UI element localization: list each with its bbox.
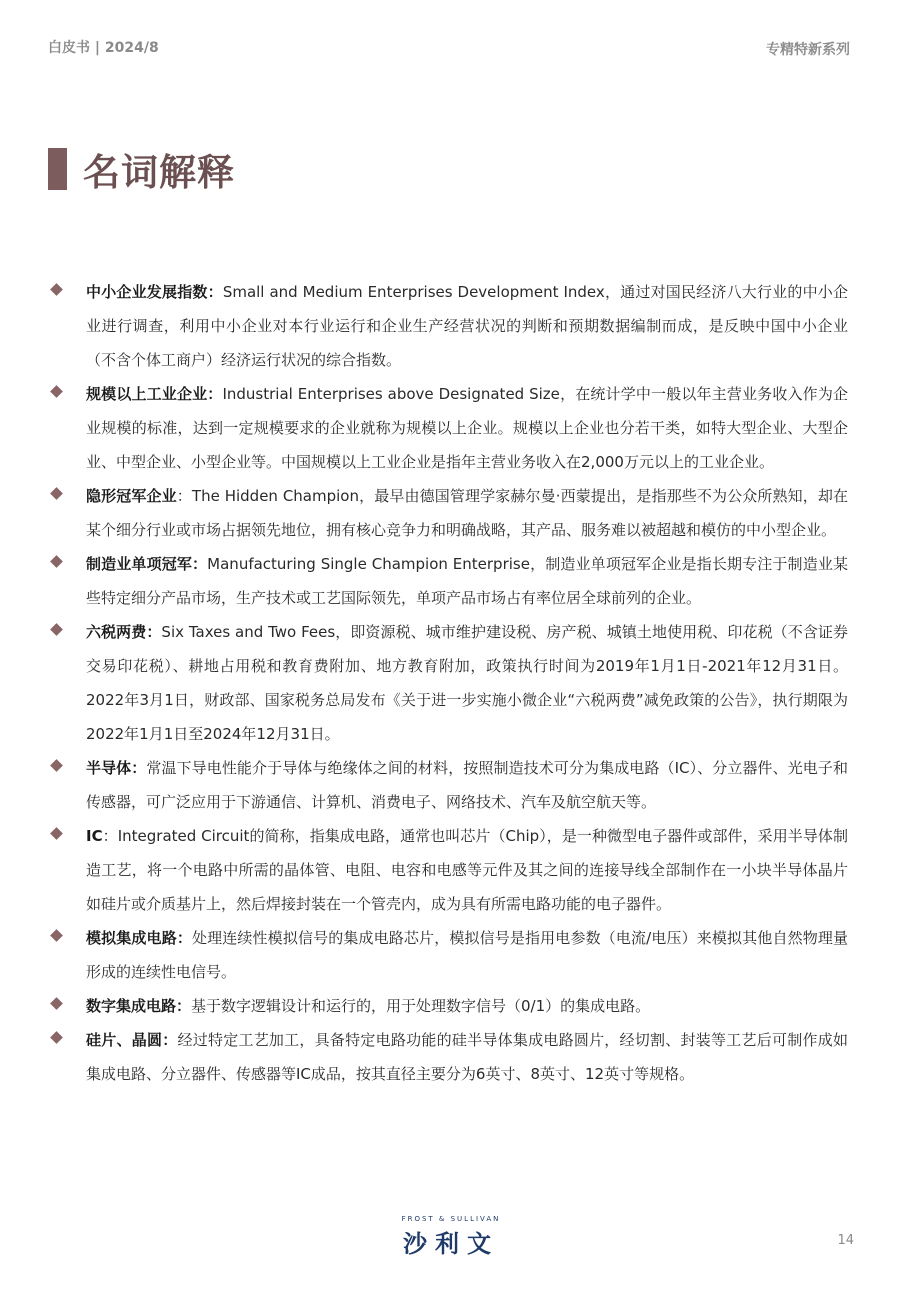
logo-english-text: FROST & SULLIVAN — [401, 1215, 501, 1223]
glossary-entry-text — [86, 751, 848, 819]
glossary-term: 半导体： — [86, 759, 147, 777]
glossary-entry — [48, 921, 848, 989]
glossary-entry — [48, 377, 848, 479]
glossary-entry-text — [86, 989, 848, 1023]
diamond-bullet-icon — [50, 385, 63, 398]
glossary-entry-text — [86, 547, 848, 615]
glossary-entry-text — [86, 479, 848, 547]
header-series-label: 专精特新系列 — [766, 42, 850, 58]
glossary-entry — [48, 275, 848, 377]
page-title: 名词解释 — [83, 151, 235, 194]
glossary-definition: Six Taxes and Two Fees，即资源税、城市维护建设税、房产税、城镇土地使用税、印花税（不含证券交易印花税）、耕地占用税和教育费附加、地方教育附加，政策执行时间为2019年1月1日-2021年12月31日。2022年3月1日，财政部、国家税务总局发布《关于进一步实施小微企业“六税两费”减免政策的公告》，执行期限为2022年1月1日至2024年12月31日。 — [86, 623, 848, 743]
glossary-entry — [48, 989, 848, 1023]
page-number: 14 — [837, 1233, 854, 1248]
diamond-bullet-icon — [50, 827, 63, 840]
glossary-entry — [48, 819, 848, 921]
glossary-definition: Industrial Enterprises above Designated Size，在统计学中一般以年主营业务收入作为企业规模的标准，达到一定规模要求的企业就称为规模以上企业。规模以上企业也分若干类，如特大型企业、大型企业、中型企业、小型企业等。中国规模以上工业企业是指年主营业务收入在2,000万元以上的工业企业。 — [86, 385, 848, 471]
glossary-definition: Small and Medium Enterprises Development Index，通过对国民经济八大行业的中小企业进行调查，利用中小企业对本行业运行和企业生产经营状况的判断和预期数据编制而成，是反映中国中小企业（不含个体工商户）经济运行状况的综合指数。 — [86, 283, 848, 369]
glossary-term: 硅片、晶圆： — [86, 1031, 178, 1049]
diamond-bullet-icon — [50, 1031, 63, 1044]
glossary-term: 隐形冠军企业 — [86, 487, 177, 505]
diamond-bullet-icon — [50, 283, 63, 296]
glossary-term: 中小企业发展指数： — [86, 283, 223, 301]
glossary-definition: Manufacturing Single Champion Enterprise，制造业单项冠军企业是指长期专注于制造业某些特定细分产品市场，生产技术或工艺国际领先，单项产品市场占有率位居全球前列的企业。 — [86, 555, 848, 607]
glossary-definition: 基于数字逻辑设计和运行的，用于处理数字信号（0/1）的集成电路。 — [191, 997, 651, 1015]
glossary-definition: 常温下导电性能介于导体与绝缘体之间的材料，按照制造技术可分为集成电路（IC）、分立器件、光电子和传感器，可广泛应用于下游通信、计算机、消费电子、网络技术、汽车及航空航天等。 — [86, 759, 848, 811]
glossary-term: 制造业单项冠军： — [86, 555, 208, 573]
glossary-term: 规模以上工业企业： — [86, 385, 223, 403]
glossary-entry — [48, 479, 848, 547]
title-accent-bar — [48, 148, 67, 190]
glossary-entry-text — [86, 615, 848, 751]
glossary-definition: 处理连续性模拟信号的集成电路芯片，模拟信号是指用电参数（电流/电压）来模拟其他自然物理量形成的连续性电信号。 — [86, 929, 848, 981]
glossary-entry — [48, 1023, 848, 1091]
page-title-block — [48, 145, 235, 193]
diamond-bullet-icon — [50, 997, 63, 1010]
glossary-term: 模拟集成电路： — [86, 929, 192, 947]
glossary-entry — [48, 547, 848, 615]
glossary-entry — [48, 751, 848, 819]
diamond-bullet-icon — [50, 555, 63, 568]
logo-chinese-text: 沙利文 — [403, 1230, 499, 1258]
glossary-entry-text — [86, 819, 848, 921]
glossary-definition: ：Integrated Circuit的简称，指集成电路，通常也叫芯片（Chip），是一种微型电子器件或部件，采用半导体制造工艺，将一个电路中所需的晶体管、电阻、电容和电感等元件及其之间的连接导线全部制作在一小块半导体晶片如硅片或介质基片上，然后焊接封装在一个管壳内，成为具有所需电路功能的电子器件。 — [86, 827, 848, 913]
diamond-bullet-icon — [50, 929, 63, 942]
glossary-term: 数字集成电路： — [86, 997, 192, 1015]
glossary-entry-text — [86, 1023, 848, 1091]
frost-sullivan-logo — [388, 1215, 514, 1259]
diamond-bullet-icon — [50, 487, 63, 500]
header-left-label: 白皮书 | 2024/8 — [48, 40, 159, 56]
diamond-bullet-icon — [50, 623, 63, 636]
glossary-definition: ：The Hidden Champion，最早由德国管理学家赫尔曼·西蒙提出，是指那些不为公众所熟知，却在某个细分行业或市场占据领先地位，拥有核心竞争力和明确战略，其产品、服务难以被超越和模仿的中小型企业。 — [86, 487, 848, 539]
glossary-entry-text — [86, 377, 848, 479]
glossary-entry-text — [86, 275, 848, 377]
diamond-bullet-icon — [50, 759, 63, 772]
glossary-entry — [48, 615, 848, 751]
glossary-entry-text — [86, 921, 848, 989]
glossary-term: IC — [86, 827, 103, 845]
glossary-definition: 经过特定工艺加工，具备特定电路功能的硅半导体集成电路圆片，经切割、封装等工艺后可制作成如集成电路、分立器件、传感器等IC成品，按其直径主要分为6英寸、8英寸、12英寸等规格。 — [86, 1031, 848, 1083]
glossary-term: 六税两费： — [86, 623, 162, 641]
glossary-list — [48, 275, 848, 1091]
